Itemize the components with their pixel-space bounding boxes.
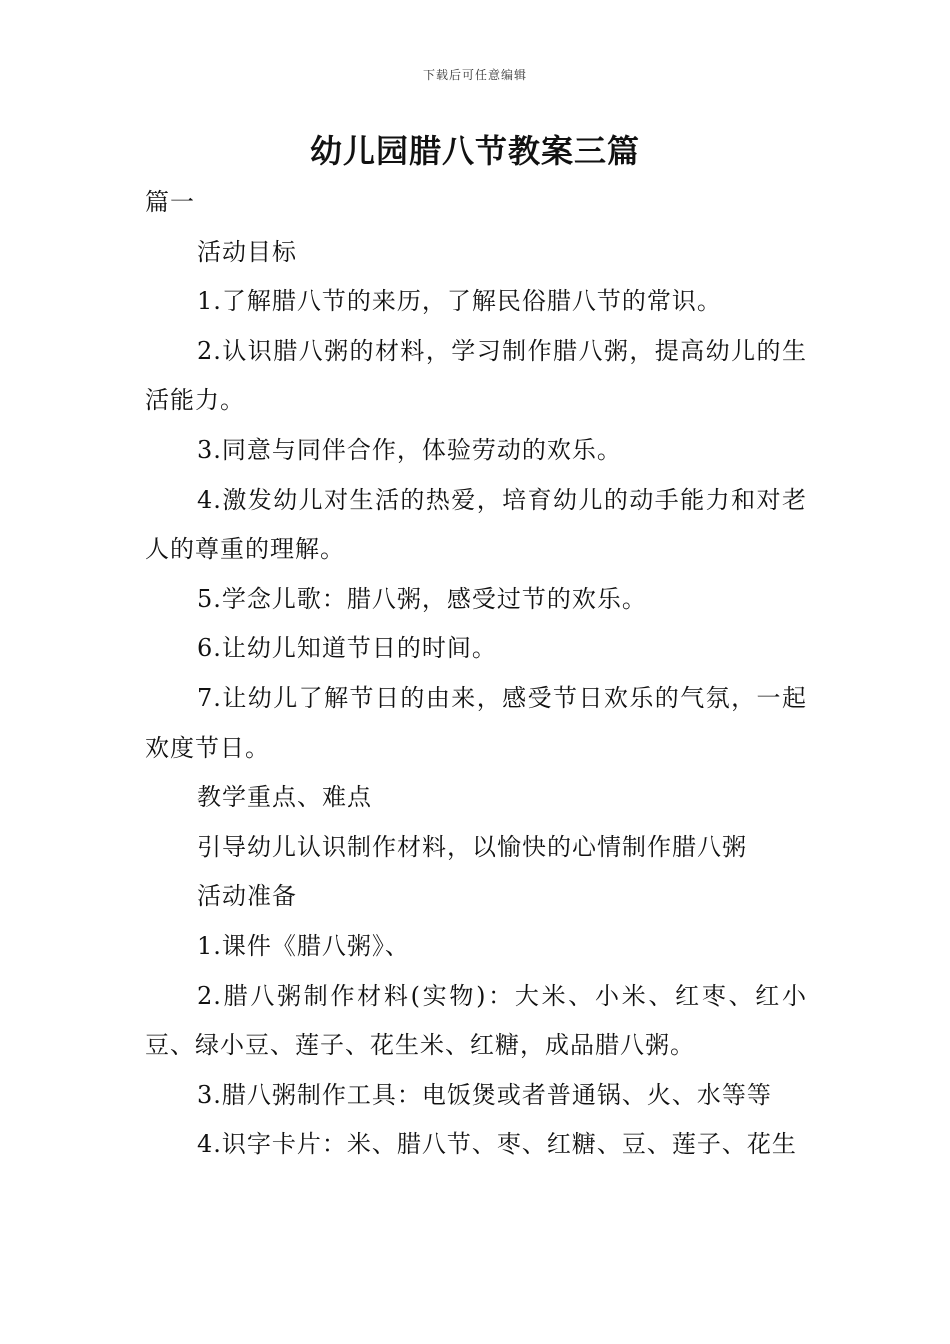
preparation-item: 3.腊八粥制作工具：电饭煲或者普通锅、火、水等等 bbox=[197, 1080, 772, 1109]
header-note: 下载后可任意编辑 bbox=[422, 68, 527, 82]
goal-item: 3.同意与同伴合作，体验劳动的欢乐。 bbox=[197, 435, 622, 464]
subheading-preparation: 活动准备 bbox=[197, 882, 297, 911]
goal-item: 4.激发幼儿对生活的热爱，培育幼儿的动手能力和对老人的尊重的理解。 bbox=[145, 485, 807, 564]
goal-item: 5.学念儿歌：腊八粥，感受过节的欢乐。 bbox=[197, 584, 647, 613]
section-heading: 篇一 bbox=[145, 188, 195, 216]
subheading-activity-goals: 活动目标 bbox=[197, 237, 297, 266]
key-point-text: 引导幼儿认识制作材料，以愉快的心情制作腊八粥 bbox=[197, 832, 747, 861]
preparation-item: 4.识字卡片：米、腊八节、枣、红糖、豆、莲子、花生 bbox=[197, 1130, 797, 1159]
preparation-item: 2.腊八粥制作材料(实物)：大米、小米、红枣、红小豆、绿小豆、莲子、花生米、红糖，成品腊八粥。 bbox=[145, 981, 807, 1060]
goal-item: 7.让幼儿了解节日的由来，感受节日欢乐的气氛，一起欢度节日。 bbox=[145, 683, 807, 762]
subheading-key-points: 教学重点、难点 bbox=[197, 783, 372, 812]
preparation-item: 1.课件《腊八粥》、 bbox=[197, 931, 410, 960]
goal-item: 1.了解腊八节的来历，了解民俗腊八节的常识。 bbox=[197, 287, 722, 316]
document-title: 幼儿园腊八节教案三篇 bbox=[309, 132, 640, 170]
goal-item: 6.让幼儿知道节日的时间。 bbox=[197, 634, 497, 663]
document-body bbox=[145, 178, 807, 1170]
goal-item: 2.认识腊八粥的材料，学习制作腊八粥，提高幼儿的生活能力。 bbox=[145, 336, 807, 415]
